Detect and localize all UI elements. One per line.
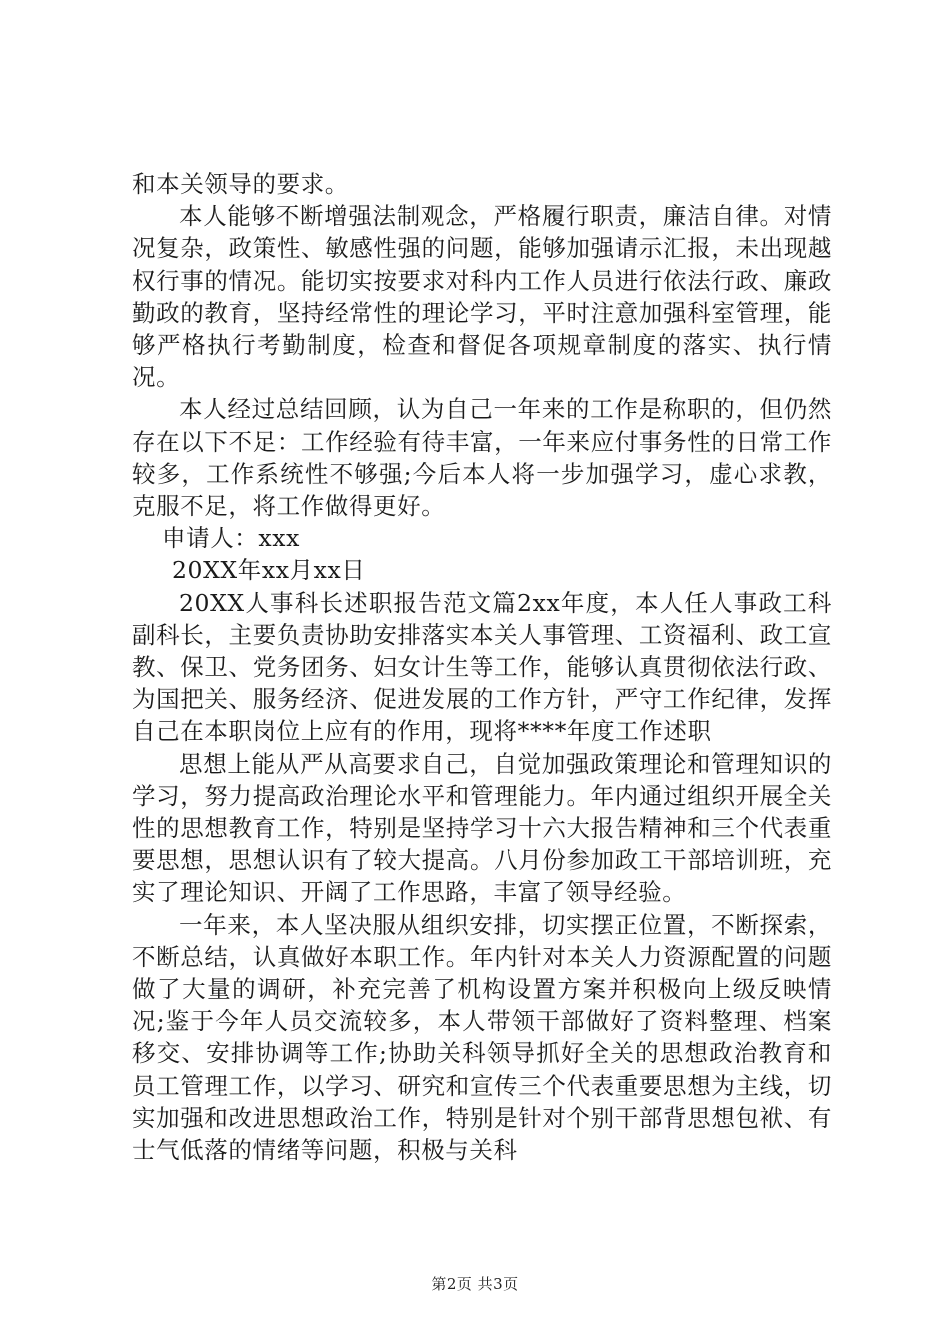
paragraph-integrity: 本人能够不断增强法制观念，严格履行职责，廉洁自律。对情况复杂，政策性、敏感性强的问题，能够加强请示汇报，未出现越权行事的情况。能切实按要求对科内工作人员进行依法行政、廉政勤政的教育，坚持经常性的理论学习，平时注意加强科室管理，能够严格执行考勤制度，检查和督促各项规章制度的落实、执行情况。	[132, 202, 832, 392]
document-body	[132, 168, 832, 1166]
paragraph-report-intro: 20XX人事科长述职报告范文篇2xx年度，本人任人事政工科副科长，主要负责协助安排落实本关人事管理、工资福利、政工宣教、保卫、党务团务、妇女计生等工作，能够认真贯彻依法行政、为国把关、服务经济、促进发展的工作方针，严守工作纪律，发挥自己在本职岗位上应有的作用，现将****年度工作述职	[132, 588, 832, 746]
paragraph-ideology: 思想上能从严从高要求自己，自觉加强政策理论和管理知识的学习，努力提高政治理论水平和管理能力。年内通过组织开展全关性的思想教育工作，特别是坚持学习十六大报告精神和三个代表重要思想，思想认识有了较大提高。八月份参加政工干部培训班，充实了理论知识、开阔了工作思路，丰富了领导经验。	[132, 749, 832, 907]
paragraph-continuation: 和本关领导的要求。	[132, 170, 349, 198]
paragraph-work: 一年来，本人坚决服从组织安排，切实摆正位置，不断探索，不断总结，认真做好本职工作。年内针对本关人力资源配置的问题做了大量的调研，补充完善了机构设置方案并积极向上级反映情况;鉴于今年人员交流较多，本人带领干部做好了资料整理、档案移交、安排协调等工作;协助关科领导抓好全关的思想政治教育和员工管理工作，以学习、研究和宣传三个代表重要思想为主线，切实加强和改进思想政治工作，特别是针对个别干部背思想包袱、有士气低落的情绪等问题，积极与关科	[132, 910, 832, 1165]
applicant-signature: 申请人：xxx	[162, 524, 300, 553]
paragraph-shortcomings: 本人经过总结回顾，认为自己一年来的工作是称职的，但仍然存在以下不足：工作经验有待丰富，一年来应付事务性的日常工作较多，工作系统性不够强;今后本人将一步加强学习，虚心求教，克服不足，将工作做得更好。	[132, 395, 832, 521]
signature-date: 20XX年xx月xx日	[172, 556, 366, 585]
page-footer: 第2页 共3页	[431, 1275, 519, 1293]
